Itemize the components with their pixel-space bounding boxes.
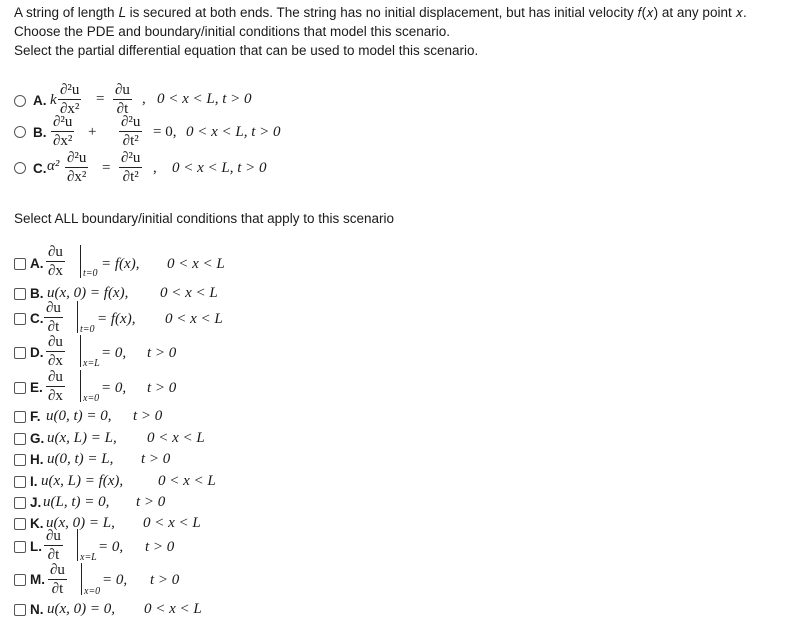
bc-option-l-label: L. [30,539,42,554]
pde-option-a-rhs: ∂u ∂t [115,82,130,117]
bc-option-n-checkbox[interactable] [14,604,26,616]
bc-option-b-expr: u(x, 0) = f(x), [47,285,129,301]
pde-option-a-lhs: ∂²u ∂x² [60,82,80,117]
pde-option-b-tail: = 0, [153,124,177,140]
bc-option-b-domain: 0 < x < L [160,285,218,301]
pde-option-b-label: B. [33,125,47,140]
pde-option-a-prefix: k [50,92,57,108]
pde-option-c-tail: , [153,160,157,176]
bc-option-f-domain: t > 0 [133,408,163,424]
bc-option-c-rest: = f(x), [97,311,136,327]
pde-option-b-radio[interactable] [14,126,26,138]
bc-option-l-domain: t > 0 [145,539,175,555]
bc-option-j-label: J. [30,495,42,510]
bc-option-c-sub: t=0 [80,324,95,335]
bc-option-e-label: E. [30,380,43,395]
bc-option-l-fraction: ∂u ∂t [46,528,61,563]
pde-option-a-tail: , [142,91,146,107]
question-line-1: A string of length 𝐿 is secured at both ends. The string has no initial displacement, but has initial velocity 𝑓(𝑥) at any point 𝑥. [14,5,747,20]
bc-option-h-checkbox[interactable] [14,454,26,466]
bc-option-c-checkbox[interactable] [14,313,26,325]
pde-option-c-radio[interactable] [14,162,26,174]
bc-option-i-expr: u(x, L) = f(x), [41,473,124,489]
bc-option-l-sub: x=L [80,552,97,563]
bc-option-h-expr: u(0, t) = L, [47,451,114,467]
pde-option-a-domain: 0 < x < L, t > 0 [157,91,252,107]
bc-option-m-domain: t > 0 [150,572,180,588]
bc-option-j-checkbox[interactable] [14,497,26,509]
pde-option-b-op: + [88,124,97,140]
bc-option-c-label: C. [30,311,44,326]
pde-option-a-op: = [96,91,105,107]
bc-option-d-checkbox[interactable] [14,347,26,359]
bc-option-d-fraction: ∂u ∂x [48,334,63,369]
bc-option-i-checkbox[interactable] [14,476,26,488]
bc-option-e-domain: t > 0 [147,380,177,396]
bc-option-a-checkbox[interactable] [14,258,26,270]
bc-option-k-domain: 0 < x < L [143,515,201,531]
bc-option-j-domain: t > 0 [136,494,166,510]
bc-option-a-rest: = f(x), [101,256,140,272]
bc-option-n-label: N. [30,602,44,617]
bc-option-h-domain: t > 0 [141,451,171,467]
bc-option-g-domain: 0 < x < L [147,430,205,446]
bc-option-d-label: D. [30,345,44,360]
bc-option-a-eval-bar [80,245,81,278]
bc-option-i-label: I. [30,474,38,489]
bc-option-m-checkbox[interactable] [14,574,26,586]
question-line-3: Select the partial differential equation that can be used to model this scenario. [14,43,479,58]
bc-option-c-fraction: ∂u ∂t [46,300,61,335]
pde-option-c-lhs: ∂²u ∂x² [67,150,87,185]
bc-option-d-rest: = 0, [101,345,127,361]
bc-option-l-rest: = 0, [98,539,124,555]
bc-option-m-sub: x=0 [84,586,101,597]
bc-option-a-fraction: ∂u ∂x [48,244,63,279]
bc-option-d-sub: x=L [83,358,100,369]
bc-option-m-eval-bar [81,563,82,595]
bc-option-l-checkbox[interactable] [14,541,26,553]
pde-option-c-op: = [102,160,111,176]
bc-option-e-rest: = 0, [101,380,127,396]
bc-option-e-sub: x=0 [83,393,100,404]
bc-option-h-label: H. [30,452,44,467]
bc-option-m-rest: = 0, [102,572,128,588]
question-line-2: Choose the PDE and boundary/initial conditions that model this scenario. [14,24,451,39]
bc-option-f-expr: u(0, t) = 0, [46,408,112,424]
bc-option-d-domain: t > 0 [147,345,177,361]
bc-option-a-label: A. [30,256,44,271]
pde-option-a-label: A. [33,93,47,108]
bc-option-e-fraction: ∂u ∂x [48,369,63,404]
pde-option-b-rhs: ∂²u ∂t² [121,114,141,149]
bc-option-i-domain: 0 < x < L [158,473,216,489]
bc-option-b-checkbox[interactable] [14,288,26,300]
bc-option-f-checkbox[interactable] [14,411,26,423]
bc-option-g-expr: u(x, L) = L, [47,430,117,446]
bc-option-c-domain: 0 < x < L [165,311,223,327]
bc-option-n-domain: 0 < x < L [144,601,202,617]
bc-option-f-label: F. [30,409,41,424]
pde-option-c-rhs: ∂²u ∂t² [121,150,141,185]
bc-option-m-fraction: ∂u ∂t [50,562,65,597]
pde-option-b-domain: 0 < x < L, t > 0 [186,124,281,140]
bc-option-a-sub: t=0 [83,268,98,279]
bc-option-e-eval-bar [80,370,81,402]
pde-option-a-radio[interactable] [14,95,26,107]
bc-option-g-checkbox[interactable] [14,433,26,445]
bc-option-g-label: G. [30,431,45,446]
bc-option-e-checkbox[interactable] [14,382,26,394]
bc-option-j-expr: u(L, t) = 0, [43,494,110,510]
bc-option-b-label: B. [30,286,44,301]
bc-option-n-expr: u(x, 0) = 0, [47,601,116,617]
pde-option-c-label: C. [33,161,47,176]
pde-option-c-domain: 0 < x < L, t > 0 [172,160,267,176]
bc-option-k-checkbox[interactable] [14,518,26,530]
pde-option-c-prefix: α² [47,158,60,174]
bc-prompt: Select ALL boundary/initial conditions that apply to this scenario [14,211,394,226]
pde-option-b-lhs: ∂²u ∂x² [53,114,73,149]
bc-option-k-expr: u(x, 0) = L, [46,515,115,531]
bc-option-k-label: K. [30,516,44,531]
bc-option-a-domain: 0 < x < L [167,256,225,272]
bc-option-c-eval-bar [77,301,78,333]
bc-option-m-label: M. [30,572,45,587]
bc-option-d-eval-bar [80,335,81,367]
bc-option-l-eval-bar [77,529,78,561]
